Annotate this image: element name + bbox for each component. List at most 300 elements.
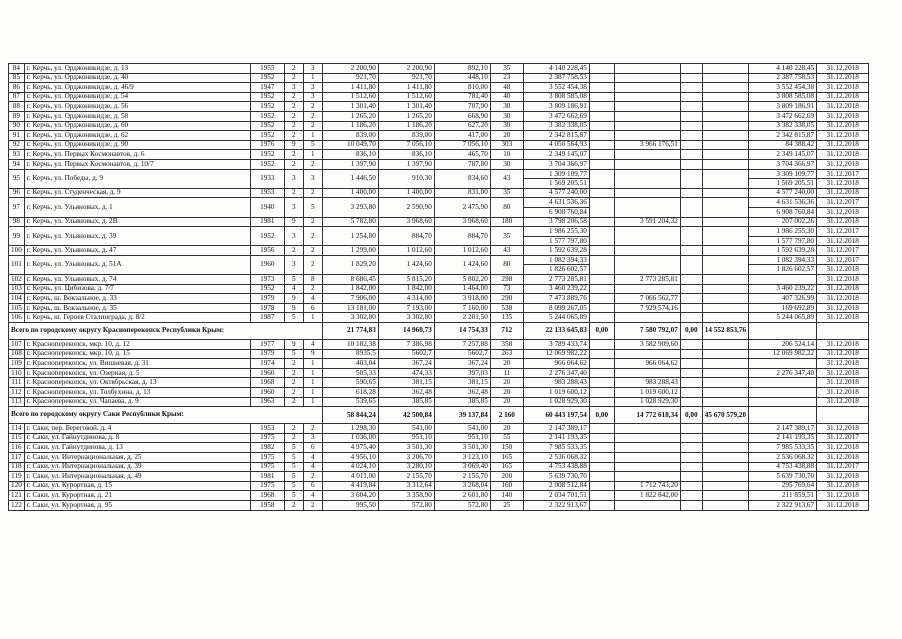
entrances: 6	[303, 443, 322, 453]
area-residential: 448,10	[434, 73, 490, 83]
area-total: 4 024,10	[322, 462, 378, 472]
floors: 2	[284, 359, 303, 369]
address: г. Керчь, ул. Ульяновых, д. 2В	[24, 217, 250, 227]
address: г. Красноперекопск, мкр. 10, д. 15	[24, 349, 250, 359]
row-number: 104	[9, 294, 25, 304]
residents: 40	[490, 92, 523, 102]
fund-regional	[614, 500, 680, 510]
residents: 200	[490, 472, 523, 482]
residents: 20	[490, 397, 523, 407]
fund-regional: 1 712 743,20	[614, 481, 680, 491]
area-residential: 5602,7	[434, 349, 490, 359]
fund-regional	[614, 92, 680, 102]
cost-total: 2 276 347,40	[523, 368, 589, 378]
completion-date	[817, 255, 869, 274]
fund-regional: 1 822 842,00	[614, 491, 680, 501]
residents: 30	[490, 102, 523, 112]
completion-date: 31.12.2018	[817, 92, 869, 102]
fund-owners: 2 276 347,40	[749, 368, 817, 378]
fund-regional	[614, 121, 680, 131]
cost-total: 3 704 366,97	[523, 159, 589, 169]
area-living: 42 500,84	[378, 407, 434, 424]
fund-other	[702, 452, 748, 462]
table-row	[9, 443, 869, 453]
completion-date-line: 31.12.2017	[826, 198, 859, 207]
completion-date: 31.12.2018	[817, 294, 869, 304]
row-number: 89	[9, 111, 25, 121]
fund-federal: 0,00	[589, 407, 614, 424]
fund-local	[680, 73, 702, 83]
table-row	[9, 294, 869, 304]
address: г. Керчь, ул. Орджоникидзе, д. 60	[24, 121, 250, 131]
residents: 25	[490, 500, 523, 510]
area-total: 839,00	[322, 131, 378, 141]
residents: 20	[490, 359, 523, 369]
table-row	[9, 227, 869, 246]
table-row	[9, 500, 869, 510]
address: г. Саки, ул. Курортная, д. 15	[24, 481, 250, 491]
fund-other	[702, 368, 748, 378]
fund-owners-line: 1 569 205,51	[749, 178, 816, 188]
fund-other	[702, 284, 748, 294]
fund-other	[702, 500, 748, 510]
entrances: 1	[303, 368, 322, 378]
row-number: 84	[9, 64, 25, 74]
fund-local	[680, 388, 702, 398]
fund-local: 0,00	[680, 407, 702, 424]
area-living: 839,00	[378, 131, 434, 141]
fund-owners-line: 1 826 602,57	[749, 264, 816, 274]
fund-other	[702, 246, 748, 256]
fund-federal	[589, 169, 614, 188]
completion-date: 31.12.2018	[817, 303, 869, 313]
fund-regional	[614, 73, 680, 83]
fund-regional: 14 772 618,34	[614, 407, 680, 424]
address: г. Саки, пер. Береговой, д. 4	[24, 424, 250, 434]
year-built: 1952	[250, 131, 284, 141]
floors: 9	[284, 217, 303, 227]
fund-local	[680, 92, 702, 102]
fund-owners-line: 3 309 109,77	[776, 169, 815, 178]
fund-federal	[589, 313, 614, 323]
area-total: 2 200,90	[322, 64, 378, 74]
year-built: 1960	[250, 388, 284, 398]
fund-federal	[589, 359, 614, 369]
row-number: 117	[9, 452, 25, 462]
cost-total: 22 133 645,83	[523, 323, 589, 340]
fund-local	[680, 102, 702, 112]
fund-owners: 4 140 228,45	[749, 64, 817, 74]
fund-other	[702, 217, 748, 227]
year-built: 1975	[250, 452, 284, 462]
year-built: 1958	[250, 500, 284, 510]
residents: 48	[490, 83, 523, 93]
table-row	[9, 121, 869, 131]
fund-local	[680, 472, 702, 482]
cost-total	[523, 169, 589, 188]
entrances: 9	[303, 349, 322, 359]
fund-federal	[589, 275, 614, 285]
entrances: 2	[303, 159, 322, 169]
residents: 20	[490, 388, 523, 398]
floors: 2	[284, 397, 303, 407]
cost-total: 4 577 240,00	[523, 188, 589, 198]
fund-owners: 7 985 533,35	[749, 443, 817, 453]
floors: 2	[284, 64, 303, 74]
residents: 165	[490, 452, 523, 462]
fund-other	[702, 294, 748, 304]
residents: 135	[490, 313, 523, 323]
fund-federal	[589, 131, 614, 141]
fund-regional	[614, 64, 680, 74]
fund-other	[702, 462, 748, 472]
entrances: 1	[303, 378, 322, 388]
address: г. Керчь, ул. Ульяновых, д. 74	[24, 275, 250, 285]
address: г. Керчь, ул. Цибизова, д. 7/7	[24, 284, 250, 294]
fund-owners: 3 382 338,05	[749, 121, 817, 131]
fund-owners: 3 809 186,91	[749, 102, 817, 112]
cost-total: 2 147 389,17	[523, 424, 589, 434]
floors: 5	[284, 452, 303, 462]
table-row	[9, 397, 869, 407]
area-residential: 2 201,50	[434, 313, 490, 323]
fund-owners	[749, 227, 817, 246]
entrances: 3	[303, 169, 322, 188]
year-built: 1982	[250, 443, 284, 453]
row-number: 105	[9, 303, 25, 313]
fund-other	[702, 340, 748, 350]
fund-regional	[614, 313, 680, 323]
address: г. Красноперекопск, ул. Вишневая, д. 31	[24, 359, 250, 369]
table-row	[9, 64, 869, 74]
fund-local	[680, 359, 702, 369]
area-living: 385,85	[378, 397, 434, 407]
row-number: 101	[9, 255, 25, 274]
fund-local	[680, 227, 702, 246]
entrances: 2	[303, 121, 322, 131]
cost-total: 60 443 197,54	[523, 407, 589, 424]
floors: 5	[284, 313, 303, 323]
completion-date: 31.12.2018	[817, 83, 869, 93]
completion-date-line: 31.12.2017	[826, 169, 859, 178]
floors: 5	[284, 462, 303, 472]
area-residential: 7 160,00	[434, 303, 490, 313]
floors: 3	[284, 227, 303, 246]
fund-federal	[589, 443, 614, 453]
fund-regional	[614, 188, 680, 198]
area-residential: 362,48	[434, 388, 490, 398]
subtotal-label: Всего по городскому округу Саки Республики Крым:	[9, 407, 323, 424]
address: г. Керчь, ул. Орджоникидзе, д. 56	[24, 102, 250, 112]
completion-date: 31.12.2018	[817, 131, 869, 141]
area-total: 4 975,40	[322, 443, 378, 453]
floors: 2	[284, 131, 303, 141]
row-number: 112	[9, 388, 25, 398]
area-living: 3 358,90	[378, 491, 434, 501]
area-residential: 39 137,84	[434, 407, 490, 424]
fund-local	[680, 397, 702, 407]
fund-other	[702, 102, 748, 112]
fund-regional	[614, 424, 680, 434]
completion-date: 31.12.2017	[817, 462, 869, 472]
completion-date: 31.12.2018	[817, 150, 869, 160]
row-number: 95	[9, 169, 25, 188]
floors: 9	[284, 140, 303, 150]
entrances: 5	[303, 198, 322, 217]
fund-local	[680, 284, 702, 294]
fund-regional	[614, 284, 680, 294]
table-row	[9, 131, 869, 141]
entrances: 2	[303, 284, 322, 294]
table-row	[9, 378, 869, 388]
area-living: 2 155,70	[378, 472, 434, 482]
area-living: 836,10	[378, 150, 434, 160]
fund-owners: 2 141 193,35	[749, 433, 817, 443]
area-living: 1 186,20	[378, 121, 434, 131]
area-total: 539,65	[322, 397, 378, 407]
floors: 5	[284, 472, 303, 482]
fund-local	[680, 140, 702, 150]
area-living: 3 302,80	[378, 313, 434, 323]
area-living: 1 424,60	[378, 255, 434, 274]
area-living: 1 397,90	[378, 159, 434, 169]
address: г. Керчь, ул. Орджоникидзе, д. 40	[24, 73, 250, 83]
address: г. Керчь, ул. Ульяновых, д. 47	[24, 246, 250, 256]
area-total: 921,70	[322, 73, 378, 83]
area-total: 1 265,20	[322, 111, 378, 121]
fund-other	[702, 73, 748, 83]
fund-owners: 12 069 982,22	[749, 349, 817, 359]
row-number: 109	[9, 359, 25, 369]
area-living: 3 312,64	[378, 481, 434, 491]
fund-local	[680, 64, 702, 74]
cost-total: 2 034 701,51	[523, 491, 589, 501]
address: г. Саки, ул. Курортная, д. 95	[24, 500, 250, 510]
fund-local	[680, 159, 702, 169]
table-row	[9, 275, 869, 285]
address: г. Керчь, ул. Орджоникидзе, д. 46/9	[24, 83, 250, 93]
row-number: 99	[9, 227, 25, 246]
area-living: 14 960,73	[378, 323, 434, 340]
table-row	[9, 491, 869, 501]
table-row	[9, 424, 869, 434]
address: г. Саки, ул. Курортная, д. 21	[24, 491, 250, 501]
table-row	[9, 368, 869, 378]
fund-owners: 5 244 065,89	[749, 313, 817, 323]
cost-total: 8 099 267,05	[523, 303, 589, 313]
floors: 2	[284, 92, 303, 102]
fund-owners: 211 859,51	[749, 491, 817, 501]
table-row	[9, 111, 869, 121]
table-row	[9, 159, 869, 169]
area-total: 3 604,20	[322, 491, 378, 501]
row-number: 92	[9, 140, 25, 150]
subtotal-row	[9, 323, 869, 340]
row-number: 108	[9, 349, 25, 359]
completion-date: 31.12.2018	[817, 340, 869, 350]
fund-local	[680, 452, 702, 462]
fund-other	[702, 150, 748, 160]
residents: 538	[490, 303, 523, 313]
fund-federal	[589, 481, 614, 491]
fund-other	[702, 121, 748, 131]
cost-total: 3 798 206,58	[523, 217, 589, 227]
area-residential: 5 802,20	[434, 275, 490, 285]
date-cell	[817, 323, 869, 340]
row-number: 120	[9, 481, 25, 491]
area-residential: 810,00	[434, 83, 490, 93]
residents: 80	[490, 255, 523, 274]
entrances: 3	[303, 433, 322, 443]
table-row	[9, 452, 869, 462]
address: г. Саки, ул. Гайнутдинова, д. 13	[24, 443, 250, 453]
fund-owners: 3 460 239,22	[749, 284, 817, 294]
cost-total: 2 342 815,87	[523, 131, 589, 141]
area-residential: 2 601,80	[434, 491, 490, 501]
address: г. Саки, ул. Гайнутдинова, д. 8	[24, 433, 250, 443]
address: г. Керчь, ул. Орджоникидзе, д. 62	[24, 131, 250, 141]
fund-regional	[614, 246, 680, 256]
cost-total: 2 773 285,81	[523, 275, 589, 285]
area-total: 836,10	[322, 150, 378, 160]
year-built: 1947	[250, 83, 284, 93]
floors: 2	[284, 246, 303, 256]
cost-total: 966 064,62	[523, 359, 589, 369]
fund-owners: 45 670 579,20	[702, 407, 748, 424]
fund-regional	[614, 433, 680, 443]
residents: 30	[490, 111, 523, 121]
floors: 9	[284, 294, 303, 304]
empty-cell	[749, 407, 817, 424]
fund-federal	[589, 388, 614, 398]
fund-owners: 2 147 389,17	[749, 424, 817, 434]
area-living: 1 411,80	[378, 83, 434, 93]
cost-total: 3 460 239,22	[523, 284, 589, 294]
fund-local	[680, 433, 702, 443]
fund-owners-line: 1 986 255,30	[776, 227, 815, 236]
fund-owners-line: 4 631 536,36	[776, 198, 815, 207]
table-row	[9, 92, 869, 102]
area-total: 1 301,40	[322, 102, 378, 112]
fund-federal	[589, 294, 614, 304]
fund-federal	[589, 227, 614, 246]
area-total: 1 512,60	[322, 92, 378, 102]
cost-total-line: 1 826 602,57	[524, 264, 589, 274]
completion-date: 31.12.2018	[817, 140, 869, 150]
floors: 3	[284, 255, 303, 274]
area-living: 572,80	[378, 500, 434, 510]
address: г. Красноперекопск, ул. Озерная, д. 5	[24, 368, 250, 378]
residents: 358	[490, 340, 523, 350]
row-number: 102	[9, 275, 25, 285]
fund-regional	[614, 198, 680, 217]
year-built: 1952	[250, 102, 284, 112]
residents: 55	[490, 433, 523, 443]
completion-date: 31.12.2018	[817, 313, 869, 323]
fund-owners: 4 577 240,00	[749, 188, 817, 198]
address: г. Саки, ул. Интернациональная, д. 49	[24, 472, 250, 482]
fund-other	[702, 92, 748, 102]
fund-regional	[614, 443, 680, 453]
completion-date: 31.12.2017	[817, 433, 869, 443]
area-residential: 417,00	[434, 131, 490, 141]
area-total: 1 829,20	[322, 255, 378, 274]
floors: 5	[284, 491, 303, 501]
fund-owners	[749, 169, 817, 188]
address: г. Красноперекопск, ул. Толбухина, д. 13	[24, 388, 250, 398]
address: г. Керчь, ул. Ульяновых, д. 51А	[24, 255, 250, 274]
fund-local	[680, 111, 702, 121]
floors: 9	[284, 340, 303, 350]
completion-date-line: 31.12.2018	[817, 207, 868, 217]
area-residential: 892,10	[434, 64, 490, 74]
address: г. Керчь, ул. Орджоникидзе, д. 54	[24, 92, 250, 102]
row-number: 107	[9, 340, 25, 350]
address: г. Саки, ул. Интернациональная, д. 25	[24, 452, 250, 462]
fund-local	[680, 349, 702, 359]
fund-other	[702, 424, 748, 434]
completion-date: 31.12.2018	[817, 491, 869, 501]
area-residential: 3 501,30	[434, 443, 490, 453]
fund-owners: 206 524,14	[749, 340, 817, 350]
residents: 140	[490, 491, 523, 501]
fund-regional: 983 288,43	[614, 378, 680, 388]
area-total: 4 011,00	[322, 472, 378, 482]
fund-owners: 84 388,42	[749, 140, 817, 150]
fund-local	[680, 481, 702, 491]
completion-date	[817, 169, 869, 188]
fund-regional: 1 028 929,30	[614, 397, 680, 407]
cost-total: 5 639 730,70	[523, 472, 589, 482]
fund-federal	[589, 397, 614, 407]
cost-total: 983 288,43	[523, 378, 589, 388]
fund-local	[680, 188, 702, 198]
address: г. Керчь, ул. Первых Космонавтов, д. 10/7	[24, 159, 250, 169]
fund-federal	[589, 303, 614, 313]
row-number: 114	[9, 424, 25, 434]
fund-regional: 2 773 285,81	[614, 275, 680, 285]
completion-date: 31.12.2018	[817, 397, 869, 407]
fund-other	[702, 349, 748, 359]
area-living: 921,70	[378, 73, 434, 83]
area-living: 1 265,20	[378, 111, 434, 121]
area-living: 2 200,90	[378, 64, 434, 74]
cost-total: 2 322 913,67	[523, 500, 589, 510]
area-residential: 541,00	[434, 424, 490, 434]
area-total: 1 298,30	[322, 424, 378, 434]
residents: 290	[490, 294, 523, 304]
fund-other	[702, 433, 748, 443]
area-living: 381,15	[378, 378, 434, 388]
fund-owners-line: 6 908 760,84	[749, 207, 816, 217]
address: г. Красноперекопск, ул. Октябрьская, д. 13	[24, 378, 250, 388]
cost-total: 2 008 512,84	[523, 481, 589, 491]
fund-local	[680, 217, 702, 227]
fund-regional	[614, 150, 680, 160]
row-number: 91	[9, 131, 25, 141]
fund-federal	[589, 255, 614, 274]
cost-total: 4 140 228,45	[523, 64, 589, 74]
fund-regional	[614, 255, 680, 274]
address: г. Керчь, ул. Орджоникидзе, д. 90	[24, 140, 250, 150]
area-total: 1 254,80	[322, 227, 378, 246]
address: г. Саки, ул. Интернациональная, д. 39	[24, 462, 250, 472]
fund-owners	[749, 275, 817, 285]
fund-local	[680, 150, 702, 160]
table-row	[9, 462, 869, 472]
cost-total: 7 985 533,35	[523, 443, 589, 453]
cost-total: 3 808 585,08	[523, 92, 589, 102]
